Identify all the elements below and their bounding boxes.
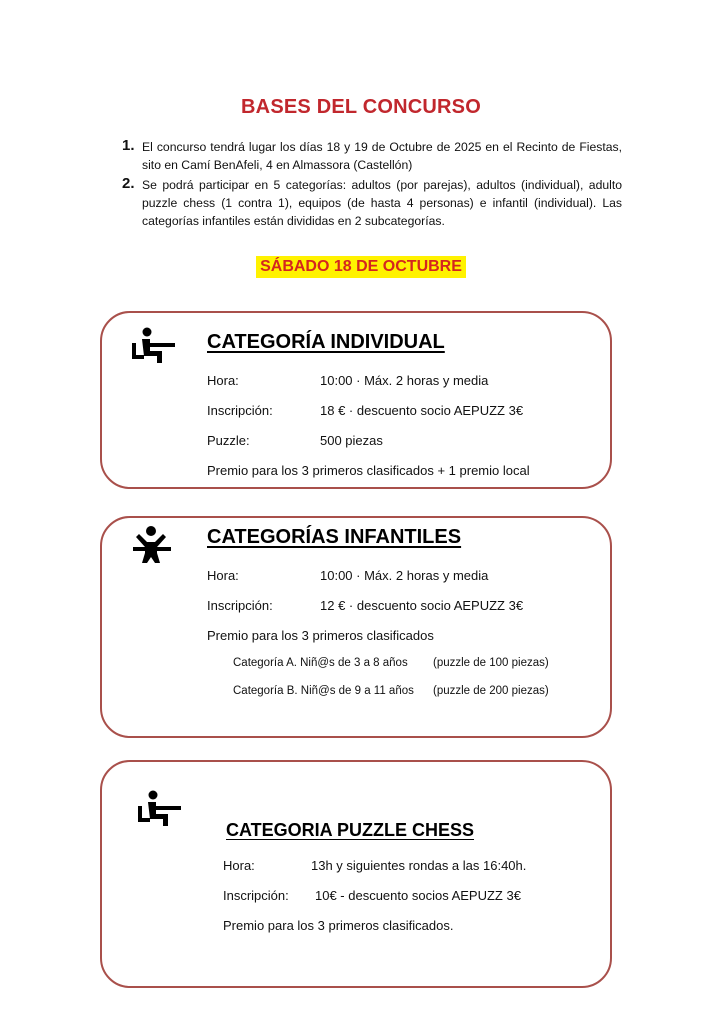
inscripcion-value: 10€ - descuento socios AEPUZZ 3€: [315, 888, 521, 903]
rule-text: El concurso tendrá lugar los días 18 y 19 de Octubre de 2025 en el Recinto de Fiestas, sito en Camí BenAfeli, 4 en Almassora (Castellón): [142, 140, 622, 172]
subcategory-b: [233, 685, 549, 697]
subcategory-b-label: Categoría B. Niñ@s de 9 a 11 años: [233, 685, 414, 697]
subcategory-a: [233, 657, 549, 669]
day-heading-wrap: [0, 256, 722, 278]
infantiles-category-card: [100, 516, 612, 738]
inscripcion-label: Inscripción:: [207, 598, 273, 613]
inscripcion-row: [207, 598, 524, 613]
hora-label: Hora:: [207, 568, 239, 583]
subcategory-a-puzzle: (puzzle de 100 piezas): [433, 657, 549, 669]
child-icon: [129, 526, 177, 566]
rule-number: 2.: [122, 175, 135, 192]
hora-label: Hora:: [223, 858, 255, 873]
individual-category-title: CATEGORÍA INDIVIDUAL: [207, 331, 445, 353]
hora-label: Hora:: [207, 373, 239, 388]
inscripcion-row: [207, 403, 524, 418]
subcategory-b-puzzle: (puzzle de 200 piezas): [433, 685, 549, 697]
rule-item: [122, 138, 622, 174]
inscripcion-label: Inscripción:: [207, 403, 273, 418]
seated-person-icon: [135, 790, 183, 830]
hora-value: 10:00 · Máx. 2 horas y media: [320, 568, 489, 583]
inscripcion-value: 12 € · descuento socio AEPUZZ 3€: [320, 598, 524, 613]
day-heading: SÁBADO 18 DE OCTUBRE: [256, 256, 466, 278]
puzzle-row: [207, 433, 383, 448]
puzzle-label: Puzzle:: [207, 433, 250, 448]
premio-text: Premio para los 3 primeros clasificados.: [223, 918, 454, 933]
rule-number: 1.: [122, 137, 135, 154]
hora-row: [207, 373, 489, 388]
puzzle-value: 500 piezas: [320, 433, 383, 448]
rule-text: Se podrá participar en 5 categorías: adultos (por parejas), adultos (individual), adulto puzzle chess (1 contra 1), equipos (de hasta 4 personas) e infantil (individual). Las categorías infantiles están divididas en 2 subcategorías.: [142, 178, 622, 228]
rule-item: [122, 176, 622, 230]
page-title: BASES DEL CONCURSO: [241, 96, 481, 118]
premio-text: Premio para los 3 primeros clasificados: [207, 628, 434, 643]
rules-list: [122, 138, 622, 232]
premio-text: Premio para los 3 primeros clasificados + 1 premio local: [207, 463, 530, 478]
hora-value: 13h y siguientes rondas a las 16:40h.: [311, 858, 527, 873]
subcategory-a-label: Categoría A. Niñ@s de 3 a 8 años: [233, 657, 408, 669]
hora-row: [223, 858, 527, 873]
inscripcion-row: [223, 888, 521, 903]
chess-category-title: CATEGORIA PUZZLE CHESS: [226, 820, 475, 840]
seated-person-icon: [129, 327, 177, 367]
hora-row: [207, 568, 489, 583]
inscripcion-label: Inscripción:: [223, 888, 289, 903]
infantiles-category-title: CATEGORÍAS INFANTILES: [207, 526, 462, 548]
chess-category-card: [100, 760, 612, 988]
inscripcion-value: 18 € · descuento socio AEPUZZ 3€: [320, 403, 524, 418]
hora-value: 10:00 · Máx. 2 horas y media: [320, 373, 489, 388]
individual-category-card: [100, 311, 612, 489]
